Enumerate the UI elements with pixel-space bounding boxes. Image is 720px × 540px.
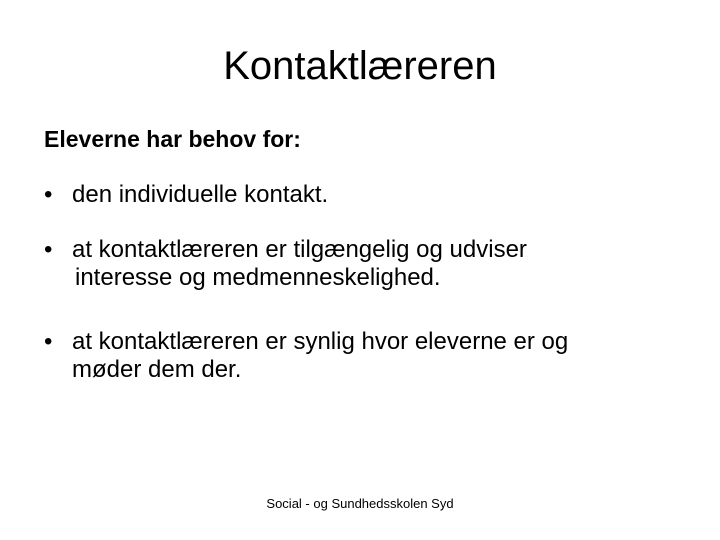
slide-subtitle: Eleverne har behov for: bbox=[44, 126, 301, 152]
bullet-point-icon: • bbox=[44, 328, 53, 355]
slide-footer: Social - og Sundhedsskolen Syd bbox=[266, 496, 454, 511]
bullet-text: at kontaktlæreren er tilgængelig og udviser bbox=[72, 236, 527, 263]
bullet-text-continuation: møder dem der. bbox=[72, 356, 242, 383]
bullet-point-icon: • bbox=[44, 236, 53, 263]
slide-title: Kontaktlæreren bbox=[223, 44, 497, 88]
bullet-text: den individuelle kontakt. bbox=[72, 181, 329, 208]
bullet-point-icon: • bbox=[44, 181, 53, 208]
bullet-text: at kontaktlæreren er synlig hvor eleverne er og bbox=[72, 328, 569, 355]
bullet-text-continuation: interesse og medmenneskelighed. bbox=[75, 264, 441, 291]
